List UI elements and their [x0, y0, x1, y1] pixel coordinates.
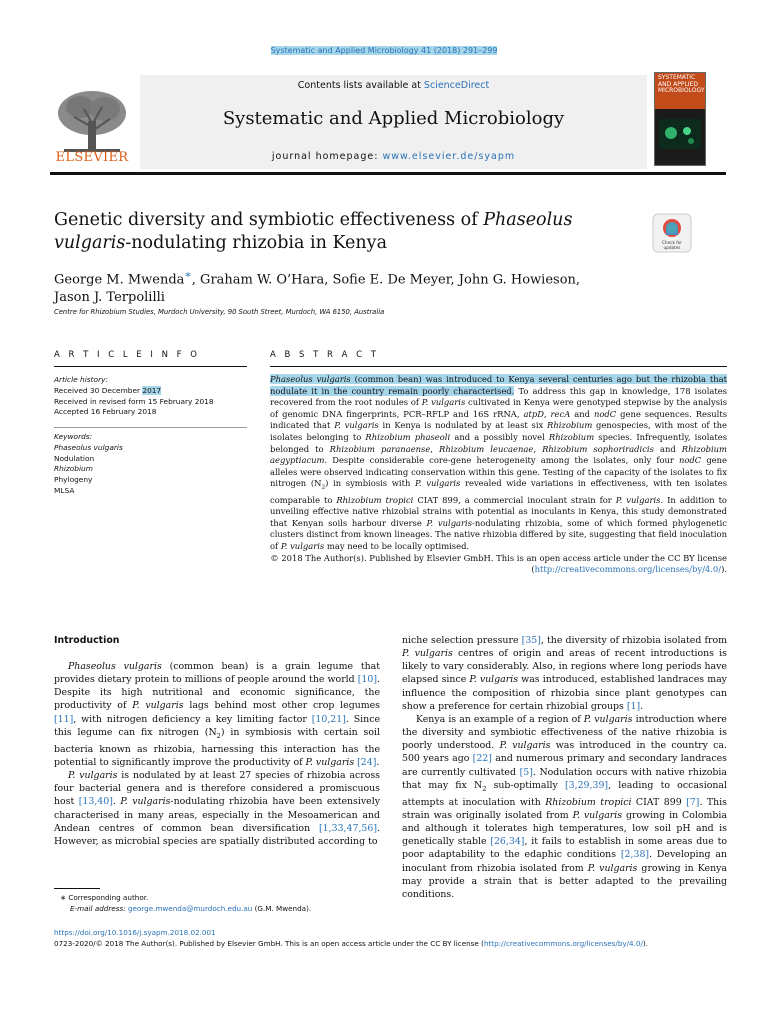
journal-reference[interactable]: Systematic and Applied Microbiology 41 (2018) 291–299: [270, 46, 498, 55]
cover-title: SYSTEMATIC AND APPLIED MICROBIOLOGY: [658, 74, 705, 94]
abstract-text: Phaseolus vulgaris (common bean) was introduced to Kenya several centuries ago but the rhizobia that nodulate it in the country remain poorly characterised. To address this gap in knowledge, 178 isolates recovered from the root nodules of P. vulgaris cultivated in Kenya were genotyped stepwise by the analysis of genomic DNA fingerprints, PCR–RFLP and 16S rRNA, atpD, recA and nodC gene sequences. Results indicated that P. vulgaris in Kenya is nodulated by at least six Rhizobium genospecies, with most of the isolates belonging to Rhizobium phaseoli and a possibly novel Rhizobium species. Infrequently, isolates belonged to Rhizobium paranaense, Rhizobium leucaenae, Rhizobium sophoriradicis and Rhizobium aegyptiacum. Despite considerable core-gene heterogeneity among the isolates, only four nodC gene alleles were observed indicating conservation within this gene. Testing of the capacity of the isolates to fix nitrogen $(N_2)$ in symbiosis with P. vulgaris revealed wide variations in effectiveness, with ten isolates comparable to Rhizobium tropici CIAT 899, a commercial inoculant strain for P. vulgaris. In addition to unveiling effective native rhizobial strains with potential as inoculants in Kenya, this study demonstrated that Kenyan soils harbour diverse P. vulgaris-nodulating rhizobia, some of which formed phylogenetic clusters distinct from known lineages. The native rhizobia differed by site, suggesting that field inoculation of P. vulgaris may need to be locally optimised. © 2018 The Author(s). Published by Elsevier GmbH. This is an open access article under the CC BY license (http://creativecommons.org/licenses/by/4.0/).: [270, 374, 728, 575]
journal-title: Systematic and Applied Microbiology: [222, 108, 565, 129]
corresponding-author-mark[interactable]: ∗: [184, 268, 192, 281]
bottom-license-link[interactable]: http://creativecommons.org/licenses/by/4.0/: [483, 939, 643, 948]
right-column-text: niche selection pressure [35], the diversity of rhizobia isolated from P. vulgaris centres of origin and areas of recent introductions is likely to vary considerably. Also, in regions where long periods have elapsed since P. vulgaris was introduced, established landraces may influence the composition of rhizobia since plant genotypes can show a preference for certain rhizobial groups [1]. Kenya is an example of a region of P. vulgaris introduction where the diversity and symbiotic effectiveness of the native rhizobia is poorly understood. P. vulgaris was introduced in the country ca. 500 years ago [22] and numerous primary and secondary landraces are currently cultivated [5]. Nodulation occurs with native rhizobia that may fix $N_2$ sub-optimally [3,29,39], leading to occasional attempts at inoculation with Rhizobium tropici CIAT 899 [7]. This strain was originally isolated from P. vulgaris growing in Colombia and although it tolerates high temperatures, low soil pH and is genetically stable [26,34], it fails to establish in some areas due to poor adaptability to the edaphic conditions [2,38]. Developing an inoculant from rhizobia isolated from P. vulgaris growing in Kenya may provide a strain that is better adapted to the prevailing conditions.: [402, 635, 728, 900]
check-for-updates-icon[interactable]: [652, 213, 692, 253]
keywords: Keywords: Phaseolus vulgaris Nodulation Rhizobium Phylogeny MLSA: [54, 432, 123, 495]
sciencedirect-link[interactable]: ScienceDirect: [423, 80, 490, 91]
contents-line: Contents lists available at ScienceDirect: [297, 80, 490, 91]
elsevier-wordmark: ELSEVIER: [55, 150, 129, 165]
footnote: ∗ Corresponding author. E-mail address: george.mwenda@murdoch.edu.au (G.M. Mwenda).: [60, 893, 312, 913]
header-rule: [50, 172, 726, 175]
svg-text:Check for: Check for: [662, 240, 682, 245]
article-history: Article history: Received 30 December 2017 Received in revised form 15 February 2018 Accepted 16 February 2018: [54, 375, 214, 417]
introduction-heading: Introduction: [54, 635, 120, 646]
journal-homepage: journal homepage: www.elsevier.de/syapm: [271, 151, 516, 162]
info-divider: [54, 427, 247, 428]
article-title: Genetic diversity and symbiotic effectiveness of Phaseolus vulgaris-nodulating rhizobia in Kenya: [54, 210, 573, 253]
svg-text:updates: updates: [663, 245, 681, 250]
author-list: George M. Mwenda∗, Graham W. O’Hara, Sofie E. De Meyer, John G. Howieson, Jason J. Terpolilli: [54, 268, 581, 305]
footnote-rule: [54, 888, 100, 889]
cover-image-icon: [659, 119, 701, 149]
article-info-heading: A R T I C L E I N F O: [54, 350, 200, 360]
affiliation: Centre for Rhizobium Studies, Murdoch University, 90 South Street, Murdoch, WA 6150, Australia: [54, 308, 385, 316]
left-column-text: Phaseolus vulgaris (common bean) is a grain legume that provides dietary protein to millions of people around the world [10]. Despite its high nutritional and economic significance, the productivity of P. vulgaris lags behind most other crop legumes [11], with nitrogen deficiency a key limiting factor [10,21]. Since this legume can fix nitrogen $(N_2)$ in symbiosis with certain soil bacteria known as rhizobia, harnessing this interaction has the potential to significantly improve the productivity of P. vulgaris [24]. P. vulgaris is nodulated by at least 27 species of rhizobia across four bacterial genera and is therefore considered a promiscuous host [13,40]. P. vulgaris-nodulating rhizobia have been extensively characterised in many areas, especially in the Mesoamerican and Andean centres of common bean diversification [1,33,47,56]. However, as microbial species are spatially distributed according to: [54, 661, 380, 847]
copyright-line: © 2018 The Author(s). Published by Elsevier GmbH. This is an open access article under the CC BY license (http://creativecommons.org/licenses/by/4.0/).: [270, 552, 727, 575]
abstract-heading: A B S T R A C T: [270, 350, 379, 360]
email-link[interactable]: george.mwenda@murdoch.edu.au: [127, 904, 253, 913]
article-info-rule: [54, 366, 247, 367]
doi-link[interactable]: https://doi.org/10.1016/j.syapm.2018.02.001: [54, 928, 216, 937]
journal-cover-thumbnail[interactable]: [654, 72, 706, 166]
homepage-link[interactable]: www.elsevier.de/syapm: [382, 151, 516, 162]
bottom-matter: https://doi.org/10.1016/j.syapm.2018.02.001 0723-2020/© 2018 The Author(s). Published by Elsevier GmbH. This is an open access article under the CC BY license (http://creativecommons.org/licenses/by/4.0/).: [54, 928, 649, 948]
abstract-rule: [270, 366, 727, 367]
cc-license-link[interactable]: http://creativecommons.org/licenses/by/4.0/: [534, 564, 722, 575]
